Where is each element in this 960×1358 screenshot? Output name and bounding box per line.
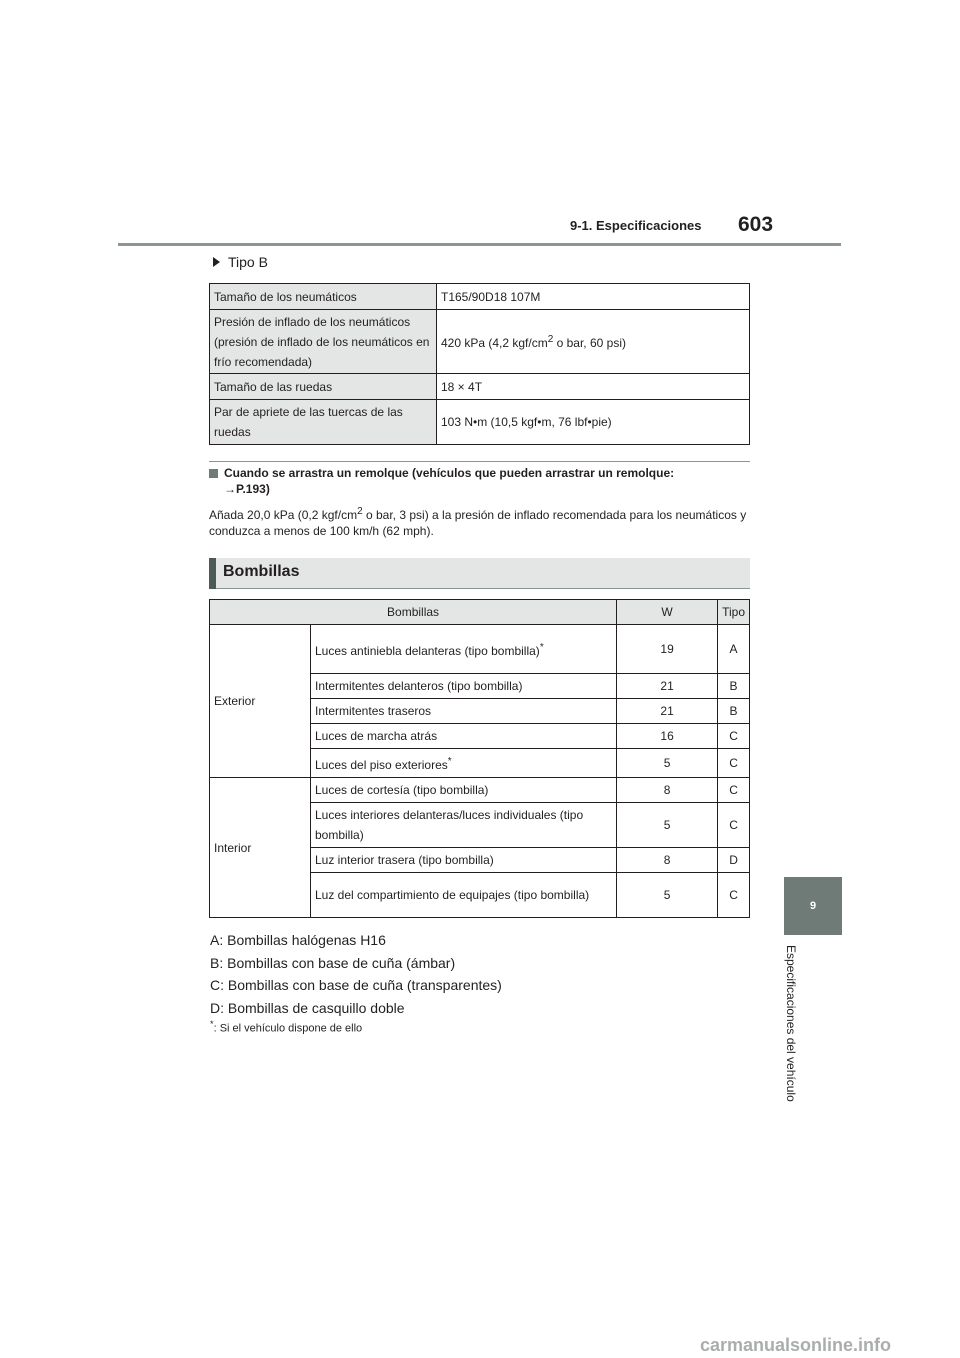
column-header: Tipo	[718, 600, 750, 625]
section-title: Bombillas	[223, 563, 300, 580]
triangle-bullet-icon	[213, 257, 220, 267]
page-number: 603	[738, 213, 774, 236]
bulb-type: A	[718, 625, 750, 674]
page-reference: →P.193)	[224, 482, 270, 496]
section-header: 9-1. Especificaciones	[570, 218, 702, 233]
legend-item: B: Bombillas con base de cuña (ámbar)	[210, 954, 456, 971]
section-accent	[209, 558, 216, 589]
bulb-type-legend	[210, 929, 502, 1019]
bulbs-table	[209, 599, 750, 918]
watermark: carmanualsonline.info	[700, 1335, 892, 1355]
bulb-watts: 5	[617, 803, 718, 848]
bulb-name: Luz interior trasera (tipo bombilla)	[311, 848, 617, 873]
table-header-row	[210, 600, 750, 625]
chapter-title-vertical	[784, 945, 808, 1125]
bulb-name: Luces de marcha atrás	[311, 724, 617, 749]
spec-label: Tamaño de las ruedas	[210, 374, 437, 400]
column-header: W	[617, 600, 718, 625]
legend-item: A: Bombillas halógenas H16	[210, 932, 386, 948]
table-row	[210, 374, 750, 400]
table-row	[210, 310, 750, 374]
tipo-b-heading: Tipo B	[213, 254, 268, 270]
bulb-watts: 21	[617, 674, 718, 699]
legend-item: C: Bombillas con base de cuña (transparentes)	[210, 977, 502, 993]
bulb-type: C	[718, 778, 750, 803]
bulb-watts: 16	[617, 724, 718, 749]
towing-note-body: Añada 20,0 kPa (0,2 kgf/$cm^2$ o bar, 3 psi) a la presión de inflado recomendada para los neumáticos y conduzca a menos de 100 km/h (62 mph).	[209, 506, 747, 538]
chapter-title: Especificaciones del vehículo	[784, 945, 798, 1102]
legend-item: D: Bombillas de casquillo doble	[210, 999, 405, 1016]
tire-spec-table	[209, 283, 750, 445]
bulb-watts: 19	[617, 625, 718, 674]
table-row	[210, 625, 750, 674]
bulb-watts: 21	[617, 699, 718, 724]
bulb-name: Luces del piso exteriores*	[311, 749, 617, 778]
bulb-name: Intermitentes delanteros (tipo bombilla)	[311, 674, 617, 699]
footnote: *: Si el vehículo dispone de ello	[210, 1019, 363, 1035]
bulb-name: Intermitentes traseros	[311, 699, 617, 724]
spec-label: Par de apriete de las tuercas de las ruedas	[210, 400, 437, 445]
table-row	[210, 284, 750, 310]
bulb-type: D	[718, 848, 750, 873]
bulb-watts: 5	[617, 873, 718, 918]
bulb-type: B	[718, 699, 750, 724]
square-bullet-icon	[209, 469, 218, 478]
table-row	[210, 400, 750, 445]
bulb-name: Luces de cortesía (tipo bombilla)	[311, 778, 617, 803]
spec-value: 103 N•m (10,5 kgf•m, 76 lbf•pie)	[437, 400, 750, 445]
spec-value: T165/90D18 107M	[437, 284, 750, 310]
spec-value: 18 × 4T	[437, 374, 750, 400]
bulb-type: C	[718, 724, 750, 749]
bulb-type: B	[718, 674, 750, 699]
spec-label: Tamaño de los neumáticos	[210, 284, 437, 310]
bulb-type: C	[718, 749, 750, 778]
column-header: Bombillas	[210, 600, 617, 625]
bulb-name: Luces antiniebla delanteras (tipo bombilla)*	[311, 625, 617, 674]
section-heading-bar	[209, 558, 750, 589]
chapter-number: 9	[809, 900, 817, 912]
bulb-type: C	[718, 803, 750, 848]
spec-value: 420 kPa (4,2 kgf/$cm^2$ o bar, 60 psi)	[437, 310, 750, 374]
bulb-type: C	[718, 873, 750, 918]
group-label: Interior	[210, 778, 311, 918]
bulb-watts: 8	[617, 778, 718, 803]
group-label: Exterior	[210, 625, 311, 778]
table-row	[210, 778, 750, 803]
towing-note-heading: Cuando se arrastra un remolque (vehículos que pueden arrastrar un remolque: →P.193)	[209, 465, 750, 497]
spec-label: Presión de inflado de los neumáticos (presión de inflado de los neumáticos en frío recomendada)	[210, 310, 437, 374]
bulb-watts: 8	[617, 848, 718, 873]
bulb-name: Luz del compartimiento de equipajes (tipo bombilla)	[311, 873, 617, 918]
chapter-tab	[784, 877, 842, 935]
bulb-watts: 5	[617, 749, 718, 778]
header-divider	[118, 243, 841, 246]
bulb-name: Luces interiores delanteras/luces individuales (tipo bombilla)	[311, 803, 617, 848]
note-divider	[209, 461, 750, 462]
